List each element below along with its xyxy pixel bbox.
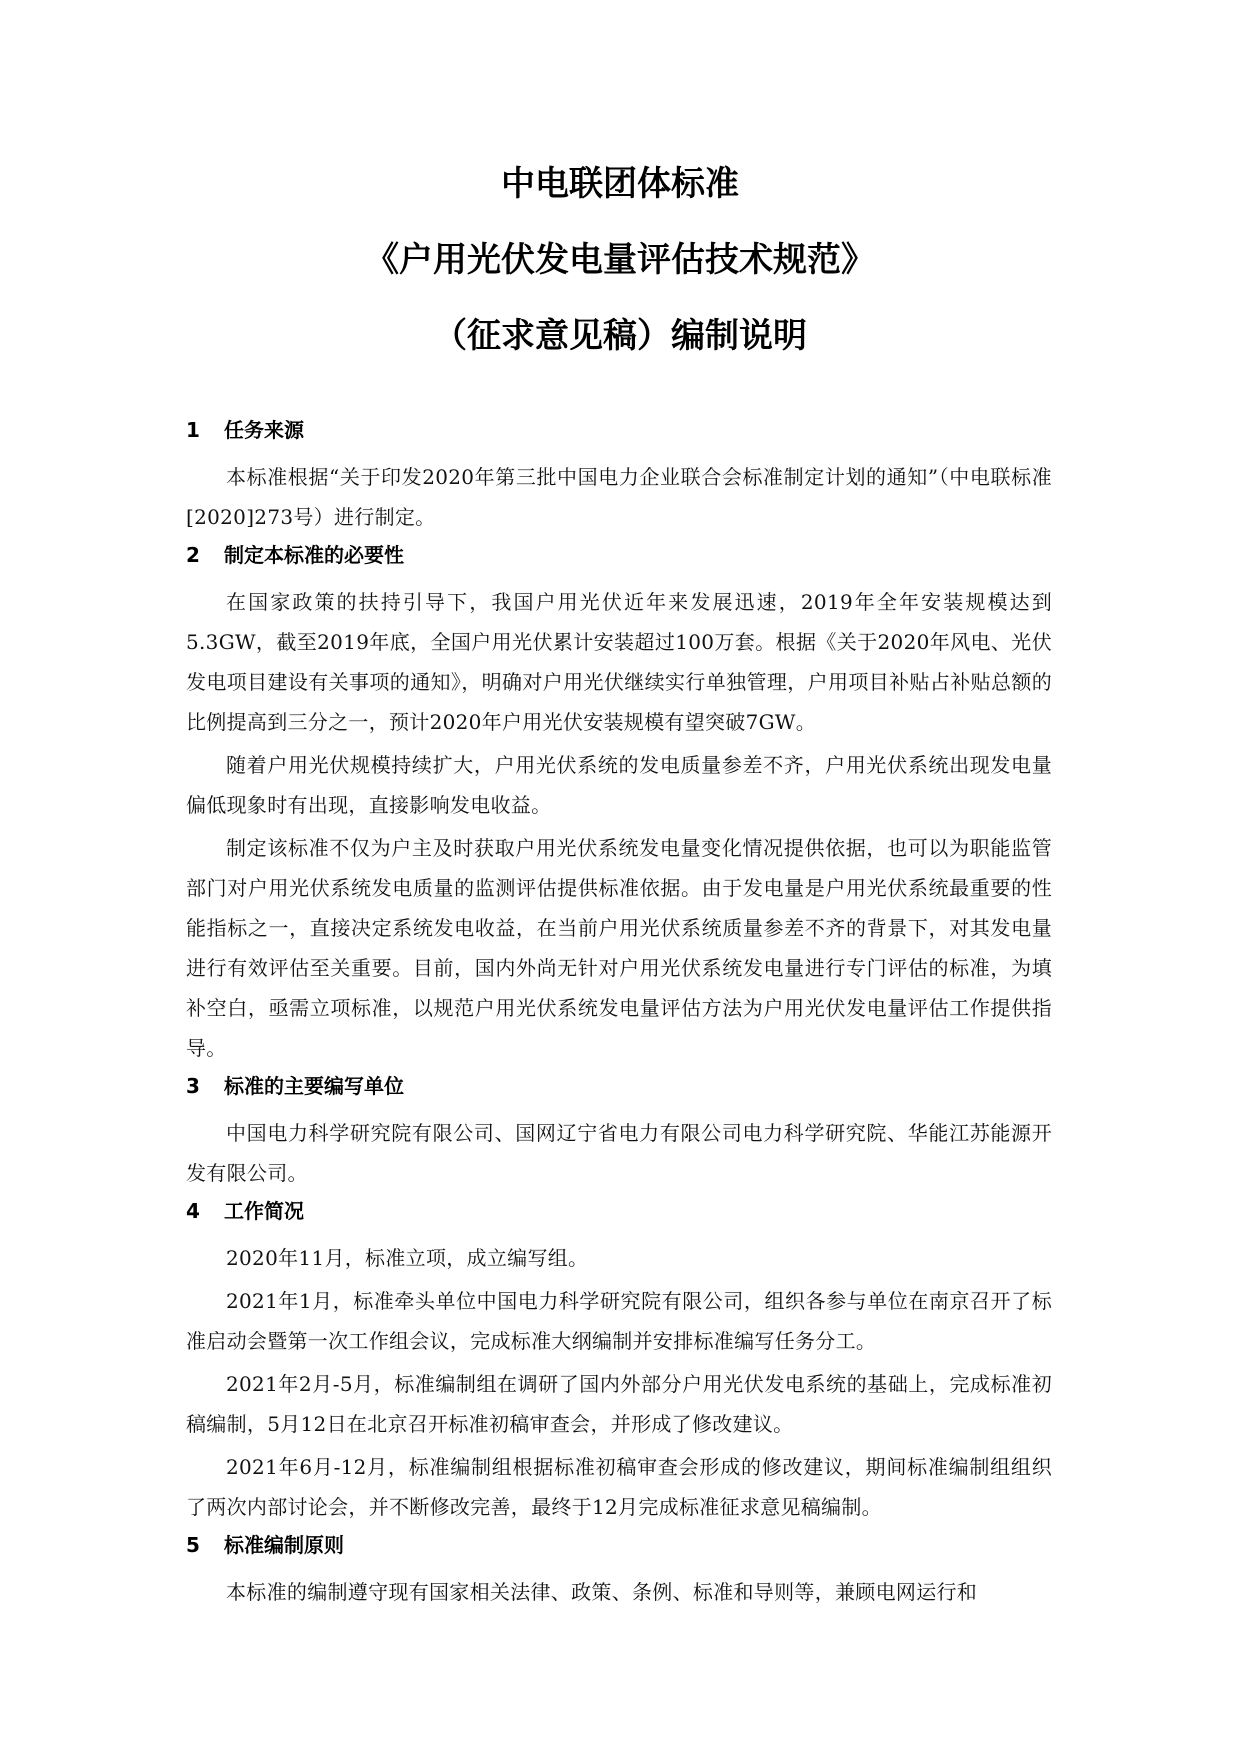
section-4 bbox=[186, 1196, 1052, 1527]
title-line-2: 《户用光伏发电量评估技术规范》 bbox=[365, 240, 875, 280]
section-heading bbox=[186, 415, 1052, 445]
section-title: 标准编制原则 bbox=[224, 1533, 344, 1557]
paragraph: 在国家政策的扶持引导下，我国户用光伏近年来发展迅速，2019年全年安装规模达到5.3GW，截至2019年底，全国户用光伏累计安装超过100万套。根据《关于2020年风电、光伏发电项目建设有关事项的通知》，明确对户用光伏继续实行单独管理，户用项目补贴占补贴总额的比例提高到三分之一，预计2020年户用光伏安装规模有望突破7GW。 bbox=[186, 590, 1052, 734]
section-title: 工作简况 bbox=[224, 1199, 304, 1223]
paragraph: 随着户用光伏规模持续扩大，户用光伏系统的发电质量参差不齐，户用光伏系统出现发电量偏低现象时有出现，直接影响发电收益。 bbox=[186, 753, 1052, 817]
title-line-3: （征求意见稿）编制说明 bbox=[433, 316, 807, 356]
paragraph: 本标准根据“关于印发2020年第三批中国电力企业联合会标准制定计划的通知”（中电联标准[2020]273号）进行制定。 bbox=[186, 465, 1052, 529]
section-number: 1 bbox=[186, 418, 200, 442]
document-body bbox=[186, 415, 1052, 1615]
section-heading bbox=[186, 1071, 1052, 1101]
section-heading bbox=[186, 540, 1052, 570]
section-title: 制定本标准的必要性 bbox=[224, 543, 404, 567]
section-title: 任务来源 bbox=[224, 418, 304, 442]
section-2 bbox=[186, 540, 1052, 1068]
paragraph: 2021年1月，标准牵头单位中国电力科学研究院有限公司，组织各参与单位在南京召开了标准启动会暨第一次工作组会议，完成标准大纲编制并安排标准编写任务分工。 bbox=[186, 1289, 1052, 1353]
section-number: 3 bbox=[186, 1074, 200, 1098]
paragraph: 2021年6月-12月，标准编制组根据标准初稿审查会形成的修改建议，期间标准编制组组织了两次内部讨论会，并不断修改完善，最终于12月完成标准征求意见稿编制。 bbox=[186, 1455, 1052, 1519]
paragraph: 制定该标准不仅为户主及时获取户用光伏系统发电量变化情况提供依据，也可以为职能监管部门对户用光伏系统发电质量的监测评估提供标准依据。由于发电量是户用光伏系统最重要的性能指标之一，直接决定系统发电收益，在当前户用光伏系统质量参差不齐的背景下，对其发电量进行有效评估至关重要。目前，国内外尚无针对户用光伏系统发电量进行专门评估的标准，为填补空白，亟需立项标准，以规范户用光伏系统发电量评估方法为户用光伏发电量评估工作提供指导。 bbox=[186, 836, 1052, 1060]
title-block bbox=[0, 160, 1240, 360]
paragraph: 2021年2月-5月，标准编制组在调研了国内外部分户用光伏发电系统的基础上，完成标准初稿编制，5月12日在北京召开标准初稿审查会，并形成了修改建议。 bbox=[186, 1372, 1052, 1436]
title-line-1: 中电联团体标准 bbox=[501, 164, 739, 204]
section-number: 5 bbox=[186, 1533, 200, 1557]
paragraph: 2020年11月，标准立项，成立编写组。 bbox=[226, 1246, 589, 1270]
section-3 bbox=[186, 1071, 1052, 1193]
paragraph: 中国电力科学研究院有限公司、国网辽宁省电力有限公司电力科学研究院、华能江苏能源开发有限公司。 bbox=[186, 1121, 1052, 1185]
section-number: 2 bbox=[186, 543, 200, 567]
section-number: 4 bbox=[186, 1199, 200, 1223]
section-5 bbox=[186, 1530, 1052, 1612]
section-heading bbox=[186, 1196, 1052, 1226]
section-title: 标准的主要编写单位 bbox=[224, 1074, 404, 1098]
section-heading bbox=[186, 1530, 1052, 1560]
paragraph: 本标准的编制遵守现有国家相关法律、政策、条例、标准和导则等，兼顾电网运行和 bbox=[226, 1580, 978, 1604]
section-1 bbox=[186, 415, 1052, 537]
